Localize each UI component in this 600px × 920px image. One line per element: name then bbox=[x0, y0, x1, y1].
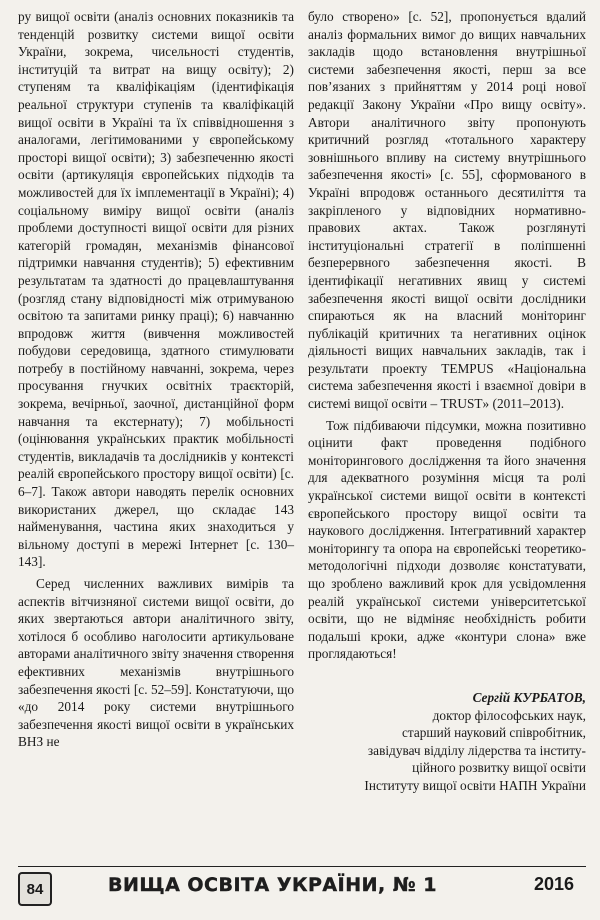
author-signature bbox=[308, 689, 586, 795]
author-role-line-2: ційного розвитку вищої освіти bbox=[412, 760, 586, 776]
footer-divider bbox=[18, 866, 586, 867]
left-paragraph-1: ру вищої освіти (аналіз основних показників та тенденцій розвитку системи вищої освіти України, зокрема, чисельності студентів, інституцій та витрат на вищу освіту); 2) ступеням та кваліфікаціям (ідентифікація реальної структури ступенів та кваліфікацій вищої освіти в Україні та їх співвідношення з аналогами, легітимованими у європейському просторі вищої освіти); 3) забезпеченню якості освіти (артикуляція європейських підходів та можливостей для їх імплементації в Україні); 4) соціальному виміру вищої освіти (аналіз проблеми доступності вищої освіти для різних категорій громадян, механізмів фінансової підтримки навчання студентів); 5) ефективним результатам та здатності до працевлаштування (розгляд стану відповідності між отримуваною освітою та запитами ринку праці); 6) навчанню впродовж життя (вивчення можливостей побудови середовища, здатного стимулювати потребу в постійному навчанні, зокрема, через просування гнучких освітніх траєкторій, зокрема, вечірньої, заочної, дистанційної форм навчання та екстернату); 7) мобільності (оцінювання українських практик мобільності студентів, викладачів та дослідників у контексті реалій європейського простору вищої освіти) [с. 6–7]. Також автори наводять перелік основних використаних джерел, що складає 143 найменування, частина яких знаходиться у вільному доступі в мережі Інтернет [с. 130–143]. bbox=[18, 9, 294, 570]
page-number: 84 bbox=[18, 872, 52, 906]
left-column bbox=[18, 8, 294, 751]
right-paragraph-1: було створено» [с. 52], пропонується вдалий аналіз формальних вимог до вищих навчальних закладів щодо встановлення внутрішньої системи забезпечення якості, перш за все пов’язаних з прийняттям у 2014 році нової редакції Закону України «Про вищу освіту». Автори аналітичного звіту пропонують критичний розгляд «тотального характеру зовнішнього впливу на систему внутрішнього забезпечення якості» [с. 55], сформованого в Україні впродовж останнього десятиліття та закріпленого у відповідних нормативно-правових актах. Також розглянуті інституціональні стратегії в поліпшенні безперервного забезпечення якості. В ідентифікації негативних явищ у системі забезпечення якості вищої освіти дослідники спираються як на власний моніторинг публікацій критичних та негативних оцінок діяльності вищих навчальних закладів, так і результати проекту TEMPUS «Національна система забезпечення якості і взаємної довіри в системі вищої освіти – TRUST» (2011–2013). bbox=[308, 9, 586, 412]
author-name: Сергій КУРБАТОВ, bbox=[472, 689, 586, 705]
right-paragraph-2: Тож підбиваючи підсумки, можна позитивно оцінити факт проведення подібного моніторингового дослідження та його значення для адекватного розуміння місця та ролі української системи вищої освіти в контексті європейського простору вищої освіти та наукового дослідження. Інтегративний характер моніторингу та опора на європейські теоретико-методологічні підходи дозволяє констатувати, що зроблено важливий крок для усвідомлення реалій української системи університетської освіти, що не відміняє необхідність робити подальші кроки, адже «контури слона» вже проглядаються! bbox=[308, 417, 586, 662]
right-column bbox=[308, 8, 586, 795]
journal-title: ВИЩА ОСВІТА УКРАЇНИ, № 1 bbox=[108, 874, 438, 896]
author-degree: доктор філософських наук, bbox=[432, 707, 586, 723]
author-institution: Інституту вищої освіти НАПН України bbox=[364, 777, 586, 793]
author-position: старший науковий співробітник, bbox=[401, 725, 586, 741]
left-paragraph-2: Серед численних важливих вимірів та аспектів вітчизняної системи вищої освіти, до яких звертаються автори аналітичного звіту, хотілося б особливо наголосити артикульоване авторами аналітичного звіту значення створення ефективних механізмів внутрішнього забезпечення якості [с. 52–59]. Констатуючи, що «до 2014 року системи внутрішнього забезпечення якості вищої освіти в українських ВНЗ не bbox=[18, 576, 294, 750]
author-role-line-1: завідувач відділу лідерства та інститу- bbox=[367, 742, 586, 758]
issue-year: 2016 bbox=[534, 874, 575, 894]
